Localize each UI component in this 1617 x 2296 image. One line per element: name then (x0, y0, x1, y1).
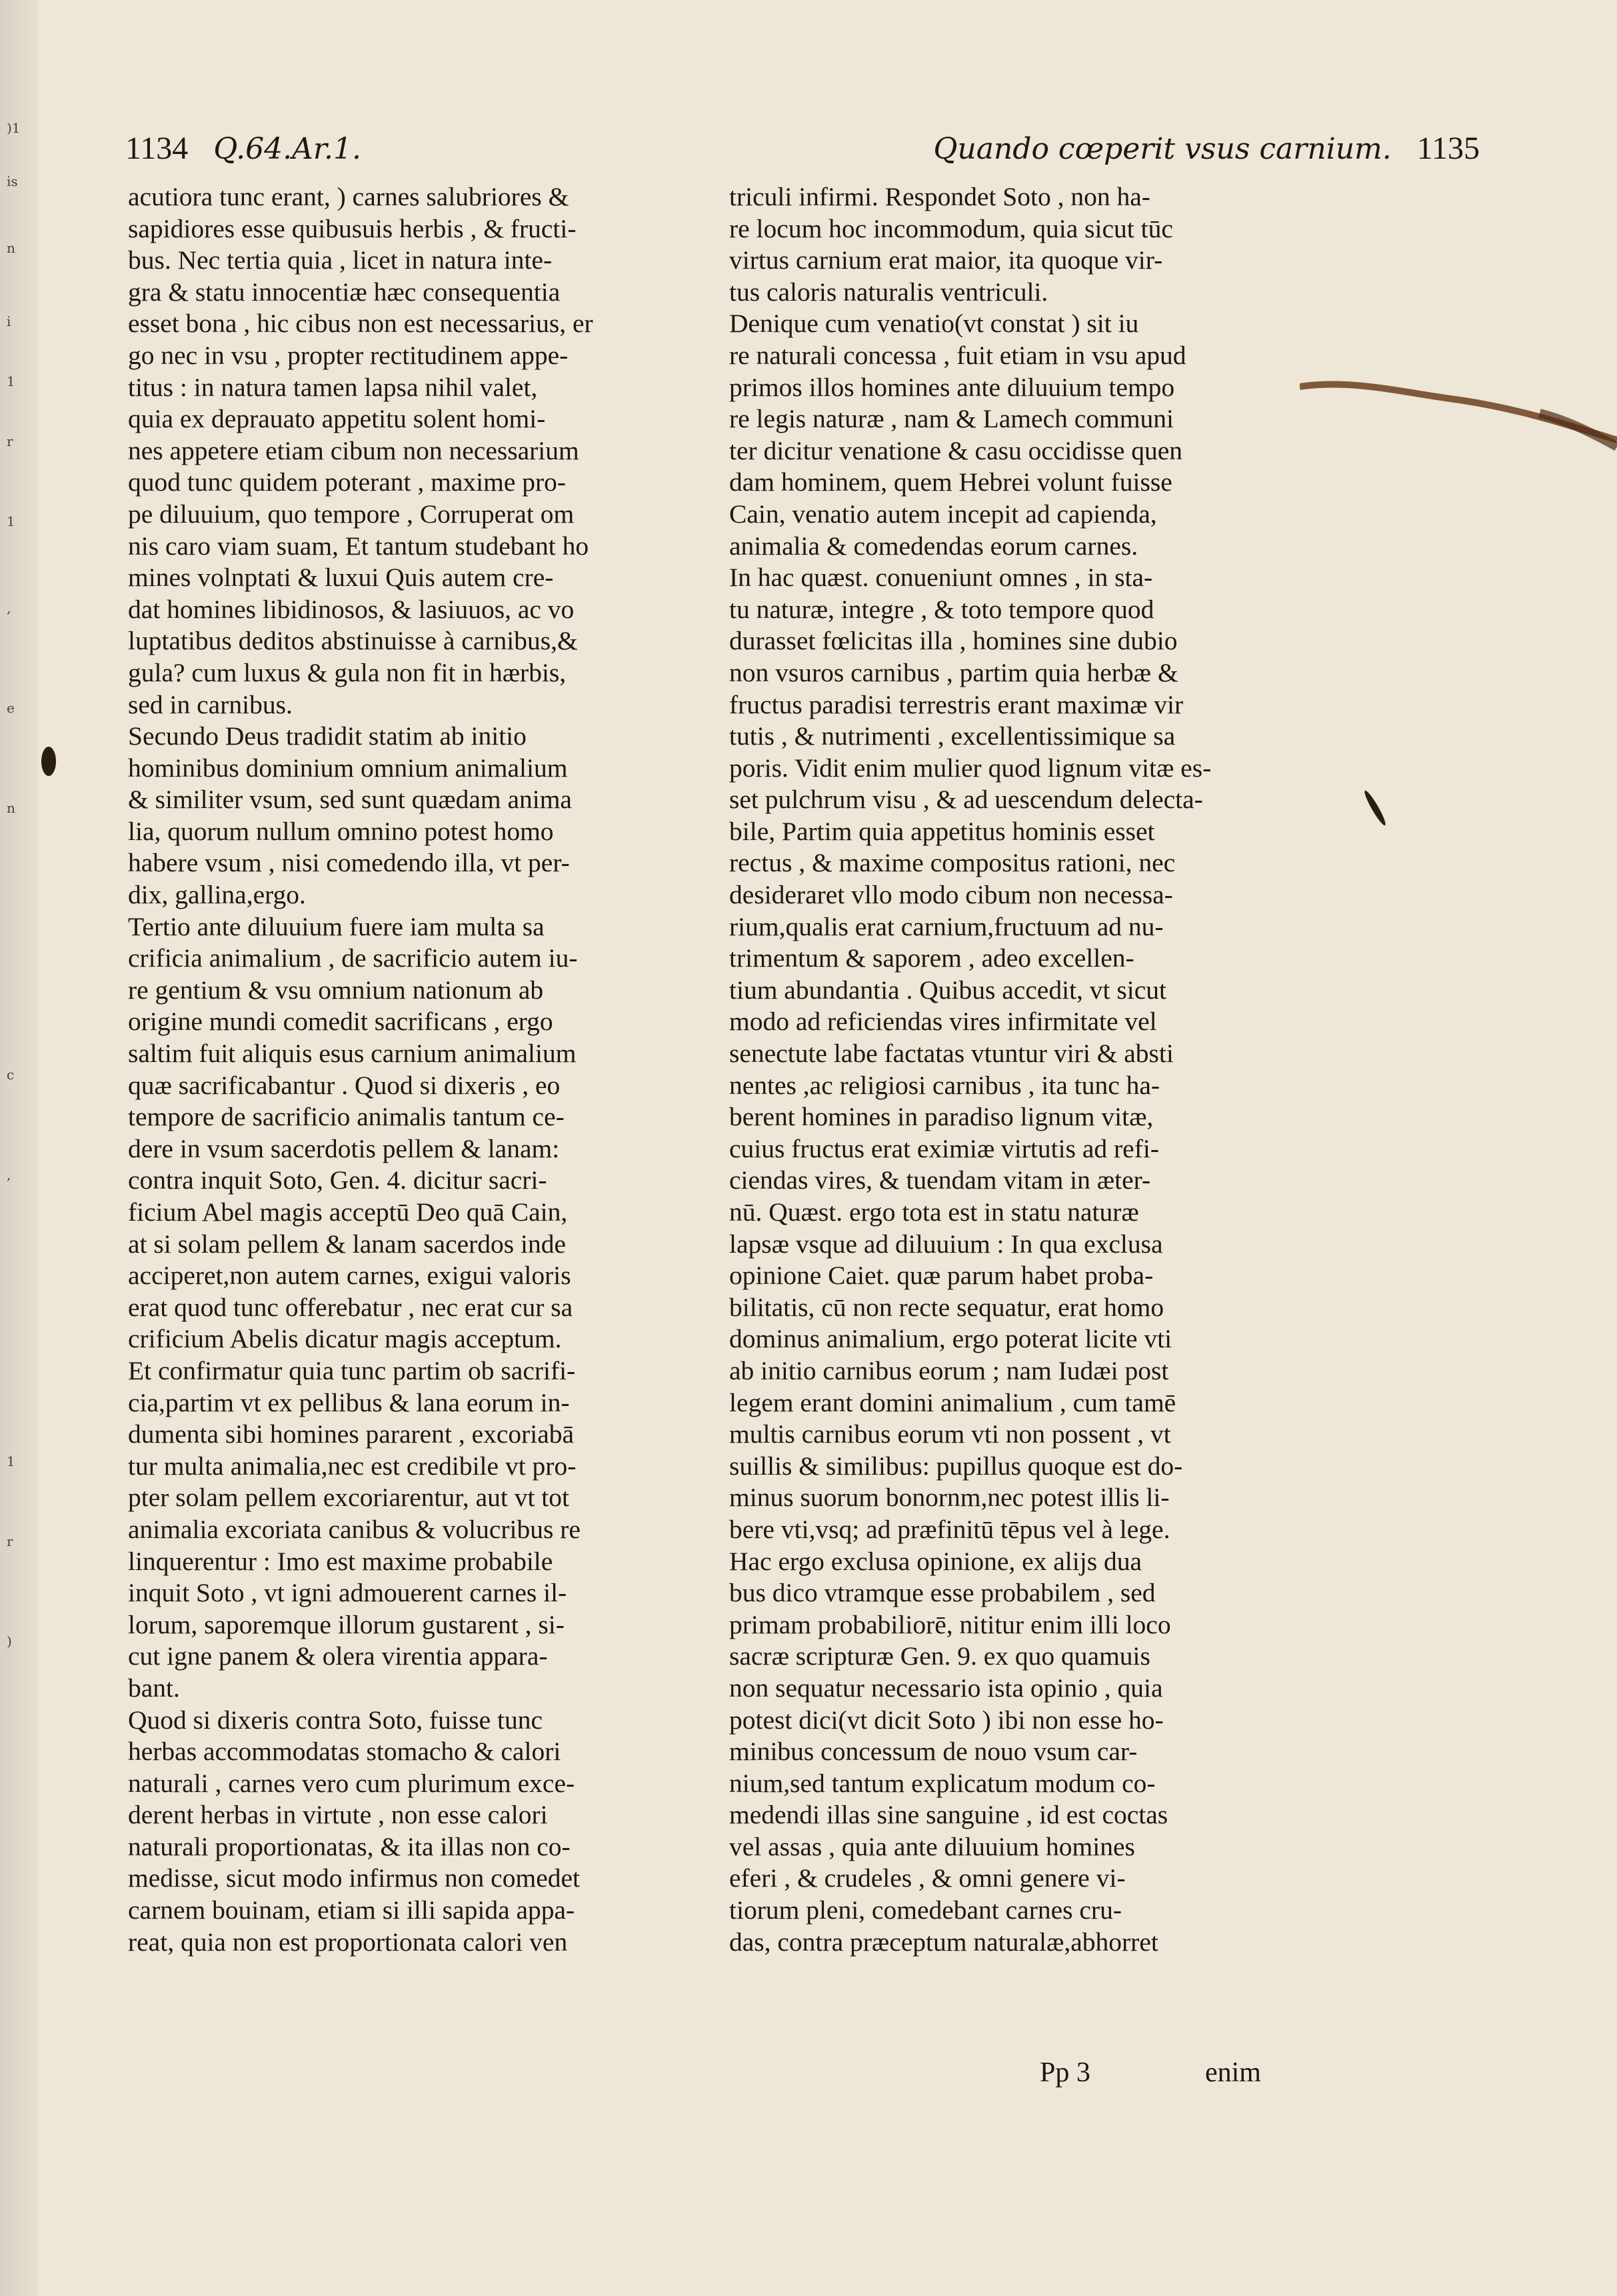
text-line: medisse, sicut modo infirmus non comedet (128, 1863, 580, 1893)
text-line: habere vsum , nisi comedendo illa, vt per- (128, 848, 570, 878)
text-line: re gentium & vsu omnium nationum ab (128, 975, 544, 1005)
text-line: nū. Quæst. ergo tota est in statu naturæ (729, 1197, 1139, 1227)
text-line: ter dicitur venatione & casu occidisse quen (729, 435, 1183, 465)
text-line: medendi illas sine sanguine , id est coctas (729, 1800, 1168, 1830)
text-line: mines volnptati & luxui Quis autem cre- (128, 563, 554, 593)
text-line: minus suorum bonornm,nec potest illis li- (729, 1483, 1170, 1513)
text-line: ciendas vires, & tuendam vitam in æter- (729, 1165, 1151, 1195)
text-line: erat quod tunc offerebatur , nec erat cur sa (128, 1292, 573, 1322)
text-line: Tertio ante diluuium fuere iam multa sa (128, 911, 545, 941)
text-line: naturali , carnes vero cum plurimum exce- (128, 1768, 575, 1798)
text-line: quæ sacrificabantur . Quod si dixeris , eo (128, 1070, 561, 1100)
text-line: animalia excoriata canibus & volucribus re (128, 1514, 581, 1544)
text-line: hominibus dominium omnium animalium (128, 753, 568, 783)
text-line: bere vti,vsq; ad præfinitū tēpus vel à lege. (729, 1514, 1170, 1544)
text-line: ab initio carnibus eorum ; nam Iudæi post (729, 1355, 1169, 1385)
text-line: non sequatur necessario ista opinio , quia (729, 1673, 1163, 1703)
text-line: sapidiores esse quibusuis herbis , & fructi- (128, 213, 577, 243)
text-line: bus. Nec tertia quia , licet in natura inte- (128, 245, 553, 275)
ink-speck (1362, 789, 1388, 827)
text-line: primam probabiliorē, nititur enim illi loco (729, 1609, 1171, 1639)
text-line: lorum, saporemque illorum gustarent , si- (128, 1609, 565, 1639)
text-line: cia,partim vt ex pellibus & lana eorum in- (128, 1387, 570, 1417)
text-line: desideraret vllo modo cibum non necessa- (729, 880, 1173, 910)
catchword: enim (1205, 2057, 1261, 2088)
page-gutter: )1 is n i 1 r 1 , e n c , 1 r ) (0, 0, 39, 2296)
signature-mark: Pp 3 (1040, 2057, 1090, 2088)
text-line: vel assas , quia ante diluuium homines (729, 1831, 1135, 1861)
text-line: nium,sed tantum explicatum modum co- (729, 1768, 1156, 1798)
right-text-column (729, 181, 1316, 2115)
text-line: pe diluuium, quo tempore , Corruperat om (128, 499, 575, 529)
text-line: senectute labe factatas vtuntur viri & absti (729, 1039, 1174, 1069)
text-line: acutiora tunc erant, ) carnes salubriores & (128, 182, 569, 211)
text-line: origine mundi comedit sacrificans , ergo (128, 1007, 553, 1037)
left-text-column (128, 181, 701, 2115)
text-line: berent homines in paradiso lignum vitæ, (729, 1102, 1154, 1132)
text-line: tiorum pleni, comedebant carnes cru- (729, 1895, 1122, 1925)
text-line: dumenta sibi homines pararent , excoriabā (128, 1419, 575, 1449)
text-line: Denique cum venatio(vt constat ) sit iu (729, 309, 1139, 339)
text-line: re naturali concessa , fuit etiam in vsu apud (729, 340, 1186, 370)
text-line: tempore de sacrificio animalis tantum ce- (128, 1102, 565, 1132)
text-line: fructus paradisi terrestris erant maximæ vir (729, 689, 1184, 719)
text-line: Hac ergo exclusa opinione, ex alijs dua (729, 1546, 1142, 1576)
text-line: durasset fœlicitas illa , homines sine dubio (729, 626, 1178, 656)
text-line: trimentum & saporem , adeo excellen- (729, 943, 1134, 973)
text-line: bus dico vtramque esse probabilem , sed (729, 1578, 1156, 1608)
text-line: gula? cum luxus & gula non fit in hærbis, (128, 657, 567, 687)
text-line: nis caro viam suam, Et tantum studebant ho (128, 531, 589, 561)
text-line: contra inquit Soto, Gen. 4. dicitur sacri- (128, 1165, 547, 1195)
text-line: bilitatis, cū non recte sequatur, erat homo (729, 1292, 1164, 1322)
text-line: In hac quæst. conueniunt omnes , in sta- (729, 563, 1153, 593)
text-line: Secundo Deus tradidit statim ab initio (128, 721, 527, 751)
header-left (125, 125, 725, 172)
text-line: primos illos homines ante diluuium tempo (729, 372, 1175, 402)
text-line: & similiter vsum, sed sunt quædam anima (128, 785, 572, 815)
text-line: cut igne panem & olera virentia appara- (128, 1641, 548, 1671)
text-line: quia ex deprauato appetitu solent homi- (128, 404, 546, 434)
text-line: inquit Soto , vt igni admouerent carnes il- (128, 1578, 567, 1608)
text-line: Cain, venatio autem incepit ad capienda, (729, 499, 1157, 529)
text-line: tus caloris naturalis ventriculi. (729, 277, 1048, 307)
right-running-title: Quando cœperit vsus carnium. (933, 132, 1392, 166)
text-line: ficium Abel magis acceptū Deo quā Cain, (128, 1197, 568, 1227)
text-line: tur multa animalia,nec est credibile vt pro- (128, 1451, 577, 1481)
text-line: dere in vsum sacerdotis pellem & lanam: (128, 1133, 560, 1163)
right-folio: 1135 (1416, 131, 1480, 166)
text-line: derent herbas in virtute , non esse calori (128, 1800, 548, 1830)
text-line: opinione Caiet. quæ parum habet proba- (729, 1261, 1154, 1291)
text-line: quod tunc quidem poterant , maxime pro- (128, 467, 567, 497)
text-line: Et confirmatur quia tunc partim ob sacrifi- (128, 1355, 576, 1385)
text-line: modo ad reficiendas vires infirmitate vel (729, 1007, 1157, 1037)
text-line: das, contra præceptum naturalæ,abhorret (729, 1927, 1158, 1957)
text-line: non vsuros carnibus , partim quia herbæ & (729, 657, 1178, 687)
text-line: sed in carnibus. (128, 689, 293, 719)
text-line: rectus , & maxime compositus rationi, nec (729, 848, 1176, 878)
text-line: set pulchrum visu , & ad uescendum delecta- (729, 785, 1203, 815)
text-line: nentes ,ac religiosi carnibus , ita tunc ha- (729, 1070, 1160, 1100)
text-line: rium,qualis erat carnium,fructuum ad nu- (729, 911, 1164, 941)
text-line: multis carnibus eorum vti non possent , vt (729, 1419, 1171, 1449)
text-line: at si solam pellem & lanam sacerdos inde (128, 1229, 567, 1259)
text-line: triculi infirmi. Respondet Soto , non ha- (729, 182, 1150, 211)
text-line: herbas accommodatas stomacho & calori (128, 1737, 561, 1767)
text-line: lia, quorum nullum omnino potest homo (128, 816, 554, 846)
text-line: dix, gallina,ergo. (128, 880, 306, 910)
text-line: luptatibus deditos abstinuisse à carnibus,& (128, 626, 578, 656)
text-line: re locum hoc incommodum, quia sicut tūc (729, 213, 1173, 243)
text-line: crificia animalium , de sacrificio autem iu- (128, 943, 578, 973)
text-line: pter solam pellem excoriarentur, aut vt tot (128, 1483, 570, 1513)
left-folio: 1134 (125, 131, 189, 166)
text-line: lapsæ vsque ad diluuium : In qua exclusa (729, 1229, 1163, 1259)
text-line: cuius fructus erat eximiæ virtutis ad refi- (729, 1133, 1159, 1163)
header-right (747, 125, 1480, 172)
text-line: minibus concessum de nouo vsum car- (729, 1737, 1138, 1767)
text-line: tutis , & nutrimenti , excellentissimique sa (729, 721, 1176, 751)
text-line: carnem bouinam, etiam si illi sapida appa- (128, 1895, 575, 1925)
text-line: tium abundantia . Quibus accedit, vt sicut (729, 975, 1166, 1005)
text-line: gra & statu innocentiæ hæc consequentia (128, 277, 561, 307)
text-line: saltim fuit aliquis esus carnium animalium (128, 1039, 577, 1069)
text-line: bile, Partim quia appetitus hominis esset (729, 816, 1155, 846)
text-line: linquerentur : Imo est maxime probabile (128, 1546, 553, 1576)
text-line: bant. (128, 1673, 180, 1703)
text-line: re legis naturæ , nam & Lamech communi (729, 404, 1174, 434)
text-line: Quod si dixeris contra Soto, fuisse tunc (128, 1705, 543, 1735)
text-line: go nec in vsu , propter rectitudinem appe- (128, 340, 569, 370)
text-line: eferi , & crudeles , & omni genere vi- (729, 1863, 1126, 1893)
text-line: dam hominem, quem Hebrei volunt fuisse (729, 467, 1172, 497)
left-running-title: Q.64.Ar.1. (213, 132, 362, 166)
ink-stain-mark (1300, 373, 1617, 453)
text-line: animalia & comedendas eorum carnes. (729, 531, 1138, 561)
text-line: naturali proportionatas, & ita illas non co- (128, 1831, 571, 1861)
text-line: tu naturæ, integre , & toto tempore quod (729, 594, 1154, 624)
text-line: potest dici(vt dicit Soto ) ibi non esse ho- (729, 1705, 1164, 1735)
text-line: crificium Abelis dicatur magis acceptum. (128, 1324, 562, 1354)
text-line: acciperet,non autem carnes, exigui valoris (128, 1261, 571, 1291)
text-line: dominus animalium, ergo poterat licite vti (729, 1324, 1172, 1354)
text-line: suillis & similibus: pupillus quoque est do- (729, 1451, 1183, 1481)
ink-speck (41, 747, 56, 776)
text-line: legem erant domini animalium , cum tamē (729, 1387, 1176, 1417)
text-line: esset bona , hic cibus non est necessarius, er (128, 309, 593, 339)
text-line: nes appetere etiam cibum non necessarium (128, 435, 579, 465)
text-line: titus : in natura tamen lapsa nihil valet, (128, 372, 538, 402)
text-line: reat, quia non est proportionata calori ven (128, 1927, 568, 1957)
text-line: sacræ scripturæ Gen. 9. ex quo quamuis (729, 1641, 1150, 1671)
text-line: dat homines libidinosos, & lasiuuos, ac vo (128, 594, 575, 624)
text-line: virtus carnium erat maior, ita quoque vir- (729, 245, 1163, 275)
text-line: poris. Vidit enim mulier quod lignum vitæ es- (729, 753, 1212, 783)
